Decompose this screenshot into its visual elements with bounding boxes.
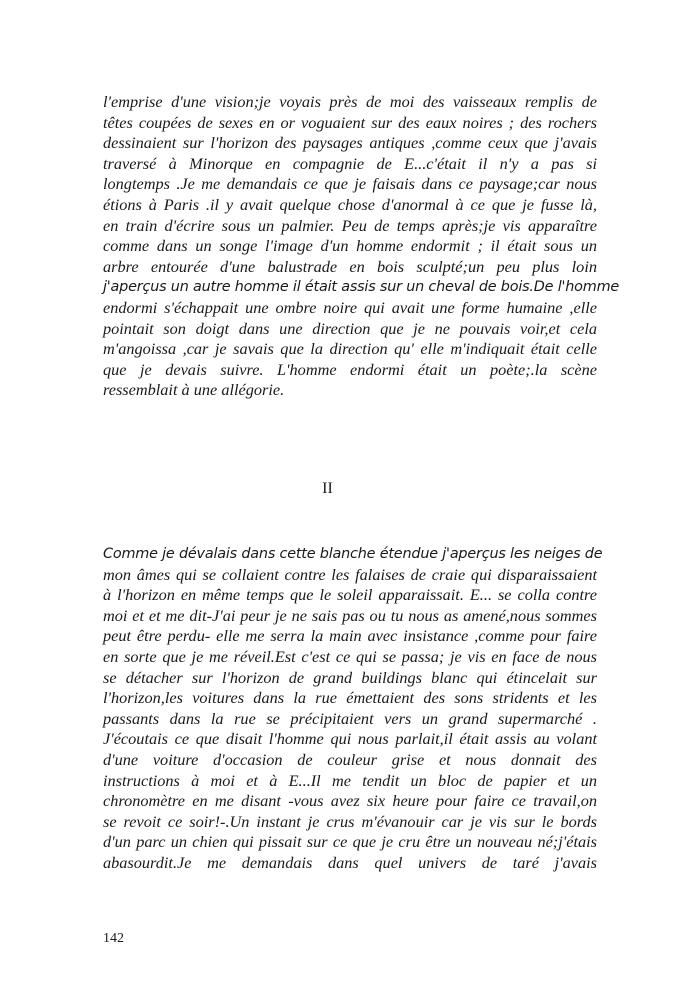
text-line: en sorte que je me réveil.Est c'est ce qui se passa; je vis en face de nous (103, 646, 597, 666)
text-line: instructions à moi et à E...Il me tendit un bloc de papier et un (103, 770, 597, 790)
paragraph-1 (103, 92, 620, 401)
text-line: ressemblait à une allégorie. (103, 380, 285, 400)
text-line: que je devais suivre. L'homme endormi était un poète;.la scène (103, 359, 597, 379)
text-line: abasourdit.Je me demandais dans quel univers de taré j'avais (103, 852, 597, 872)
text-line: d'un parc un chien qui pissait sur ce que je cru être un nouveau né;j'étais (103, 832, 597, 852)
paragraph-2 (103, 544, 603, 874)
text-line: à l'horizon en même temps que le soleil apparaissait. E... se colla contre (103, 585, 597, 605)
text-line: étions à Paris .il y avait quelque chose d'anormal à ce que je fusse là, (103, 194, 597, 214)
text-line: d'une voiture d'occasion de couleur grise et nous donnait des (103, 749, 597, 769)
text-line: mon âmes qui se collaient contre les falaises de craie qui disparaissaient (103, 564, 597, 584)
text-line: j'aperçus un autre homme il était assis sur un cheval de bois.De l'homme (103, 279, 620, 296)
text-line: en train d'écrire sous un palmier. Peu de temps après;je vis apparaître (103, 215, 597, 235)
page-number: 142 (103, 931, 124, 946)
text-line: Comme je dévalais dans cette blanche étendue j'aperçus les neiges de (103, 546, 603, 562)
text-line: têtes coupées de sexes en or voguaient sur des eaux noires ; des rochers (103, 112, 597, 132)
text-line: pointait son doigt dans une direction que je ne pouvais voir,et cela (103, 318, 597, 338)
text-line: l'emprise d'une vision;je voyais près de moi des vaisseaux remplis de (103, 92, 597, 111)
text-line: arbre entourée d'une balustrade en bois sculpté;un peu plus loin (103, 256, 597, 276)
section-number: II (322, 480, 333, 497)
text-line: longtemps .Je me demandais ce que je faisais dans ce paysage;car nous (103, 174, 597, 194)
text-line: chronomètre en me disant -vous avez six heure pour faire ce travail,on (103, 791, 597, 811)
text-line: moi et et me dit-J'ai peur je ne sais pas ou tu nous as amené,nous sommes (103, 605, 597, 625)
text-line: J'écoutais ce que disait l'homme qui nous parlait,il était assis au volant (103, 729, 597, 749)
text-line: se revoit ce soir!-.Un instant je crus m'évanouir car je vis sur le bords (103, 811, 597, 831)
text-line: se détacher sur l'horizon de grand buildings blanc qui étincelait sur (103, 667, 597, 687)
text-line: passants dans la rue se précipitaient vers un grand supermarché . (103, 708, 597, 728)
text-line: endormi s'échappait une ombre noire qui avait une forme humaine ,elle (103, 297, 597, 317)
text-line: m'angoissa ,car je savais que la direction qu' elle m'indiquait était celle (103, 339, 597, 359)
text-line: peut être perdu- elle me serra la main avec insistance ,comme pour faire (103, 626, 597, 646)
text-line: l'horizon,les voitures dans la rue émettaient des sons stridents et les (103, 688, 597, 708)
text-line: dessinaient sur l'horizon des paysages antiques ,comme ceux que j'avais (103, 133, 597, 153)
text-line: traversé à Minorque en compagnie de E...c'était il n'y a pas si (103, 153, 597, 173)
text-line: comme dans un songe l'image d'un homme endormit ; il était sous un (103, 236, 597, 256)
